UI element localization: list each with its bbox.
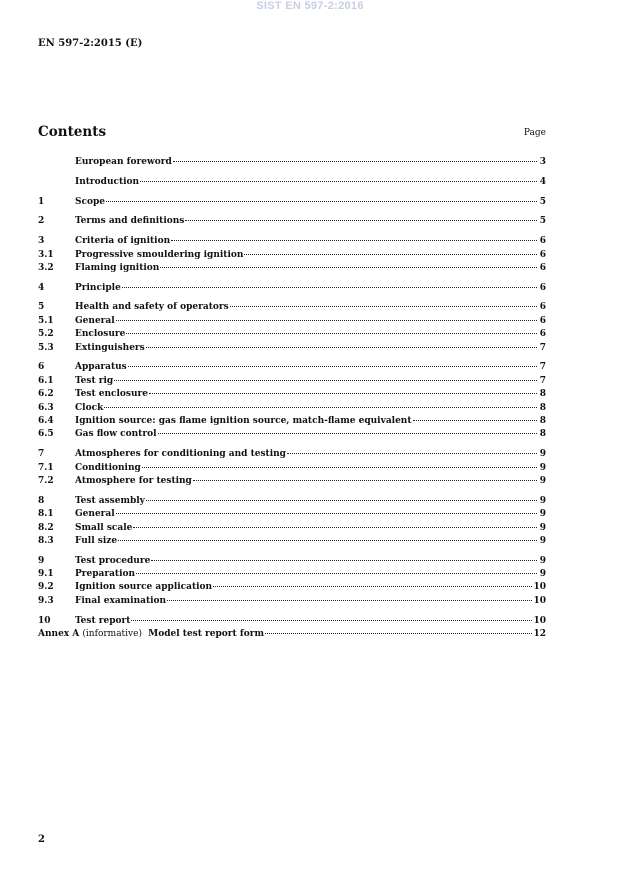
- toc-entry-title: Clock: [75, 402, 104, 413]
- toc-entry-number: 8.3: [38, 535, 54, 546]
- toc-entry-page: 7: [539, 342, 546, 353]
- toc-entry-number: 5: [38, 302, 45, 313]
- toc-entry-page: 9: [539, 569, 546, 580]
- toc-entry-page: 6: [539, 262, 546, 273]
- toc-entry-number: 6.1: [38, 375, 54, 386]
- toc-entry-page: 9: [539, 555, 546, 566]
- annex-title: Model test report form: [148, 629, 264, 640]
- toc-entry[interactable]: [38, 415, 546, 428]
- toc-entry-number: 5.2: [38, 329, 54, 340]
- toc-entry[interactable]: [38, 249, 546, 262]
- toc-entry-number: 3: [38, 236, 45, 247]
- toc-leader-dots: [140, 180, 537, 182]
- toc-leader-dots: [126, 332, 537, 334]
- toc-leader-dots: [146, 499, 537, 501]
- toc-entry-number: 9.1: [38, 569, 54, 580]
- toc-leader-dots: [122, 286, 537, 288]
- document-id: EN 597-2:2015 (E): [38, 38, 143, 49]
- toc-entry[interactable]: [38, 282, 546, 295]
- toc-entry-page: 8: [539, 415, 546, 426]
- toc-entry-number: 6.2: [38, 389, 54, 400]
- toc-leader-dots: [171, 239, 537, 241]
- toc-entry[interactable]: [38, 402, 546, 415]
- toc-leader-dots: [413, 419, 538, 421]
- toc-entry-number: 7: [38, 449, 45, 460]
- toc-entry-title: Atmosphere for testing: [75, 475, 192, 486]
- toc-entry-page: 7: [539, 362, 546, 373]
- page-column-label: Page: [523, 128, 546, 138]
- toc-entry[interactable]: [38, 375, 546, 388]
- toc-entry[interactable]: [38, 262, 546, 275]
- toc-entry-page: 9: [539, 522, 546, 533]
- toc-entry[interactable]: [38, 388, 546, 401]
- toc-entry-title: Full size: [75, 535, 118, 546]
- toc-leader-dots: [160, 266, 537, 268]
- toc-entry-number: 8.2: [38, 522, 54, 533]
- toc-entry-page: 12: [533, 629, 546, 640]
- toc-leader-dots: [136, 572, 537, 574]
- toc-entry-title: Enclosure: [75, 329, 126, 340]
- toc-entry-page: 6: [539, 315, 546, 326]
- toc-leader-dots: [230, 305, 537, 307]
- toc-entry[interactable]: [38, 315, 546, 328]
- toc-entry-page: 6: [539, 236, 546, 247]
- toc-entry[interactable]: [38, 156, 546, 169]
- toc-entry-page: 10: [533, 582, 546, 593]
- toc-entry-title: Test assembly: [75, 495, 145, 506]
- toc-entry-number: 6.3: [38, 402, 54, 413]
- toc-entry-title: Ignition source: gas flame ignition source, match-flame equivalent: [75, 415, 412, 426]
- toc-leader-dots: [265, 632, 532, 634]
- annex-label: Annex A: [38, 629, 80, 640]
- toc-entry[interactable]: [38, 176, 546, 189]
- toc-entry-title: Test procedure: [75, 555, 151, 566]
- toc-leader-dots: [158, 432, 538, 434]
- toc-entry-page: 9: [539, 449, 546, 460]
- toc-leader-dots: [167, 599, 532, 601]
- toc-entry-page: 9: [539, 495, 546, 506]
- toc-entry[interactable]: [38, 448, 546, 461]
- toc-entry-page: 7: [539, 375, 546, 386]
- toc-leader-dots: [118, 539, 537, 541]
- toc-entry-page: 9: [539, 475, 546, 486]
- toc-entry-number: 7.1: [38, 462, 54, 473]
- toc-entry-title: Atmospheres for conditioning and testing: [75, 449, 286, 460]
- toc-entry-page: 5: [539, 216, 546, 227]
- toc-leader-dots: [131, 619, 532, 621]
- toc-leader-dots: [116, 512, 537, 514]
- toc-entry-title: Scope: [75, 196, 106, 207]
- toc-leader-dots: [149, 392, 537, 394]
- toc-entry-title: Criteria of ignition: [75, 236, 171, 247]
- toc-entry-title: Extinguishers: [75, 342, 145, 353]
- toc-entry[interactable]: [38, 328, 546, 341]
- toc-entry-page: 9: [539, 462, 546, 473]
- toc-leader-dots: [213, 585, 532, 587]
- toc-leader-dots: [287, 452, 537, 454]
- toc-leader-dots: [185, 219, 537, 221]
- toc-entry-title: Preparation: [75, 569, 136, 580]
- toc-entry-number: 2: [38, 216, 45, 227]
- toc-entry[interactable]: [38, 568, 546, 581]
- toc-entry-number: 10: [38, 615, 51, 626]
- toc-entry-title: Final examination: [75, 595, 167, 606]
- toc-entry-number: 6.5: [38, 429, 54, 440]
- toc-entry-title: European foreword: [75, 157, 172, 167]
- toc-entry-page: 6: [539, 249, 546, 260]
- toc-leader-dots: [106, 200, 537, 202]
- toc-entry-title: Ignition source application: [75, 582, 213, 593]
- toc-leader-dots: [133, 526, 537, 528]
- toc-entry[interactable]: [38, 555, 546, 568]
- toc-entry[interactable]: [38, 522, 546, 535]
- toc-entry-number: 5.1: [38, 315, 54, 326]
- toc-entry-title: Conditioning: [75, 462, 141, 473]
- toc-entry-number: 7.2: [38, 475, 54, 486]
- toc-entry-page: 6: [539, 329, 546, 340]
- watermark: SIST EN 597-2:2016: [256, 0, 364, 12]
- toc-entry-title: General: [75, 509, 115, 520]
- toc-leader-dots: [114, 379, 537, 381]
- toc-entry-page: 8: [539, 429, 546, 440]
- toc-entry[interactable]: [38, 508, 546, 521]
- annex-note: (informative): [82, 629, 142, 640]
- contents-heading: Contents: [38, 124, 107, 140]
- toc-entry-number: 5.3: [38, 342, 54, 353]
- toc-entry-title: Principle: [75, 282, 121, 293]
- toc-entry[interactable]: [38, 235, 546, 248]
- toc-entry-title: Gas flow control: [75, 429, 157, 440]
- toc-entry-title: Health and safety of operators: [75, 302, 229, 313]
- toc-leader-dots: [128, 365, 537, 367]
- toc-entry[interactable]: [38, 495, 546, 508]
- toc-entry-page: 6: [539, 302, 546, 313]
- toc-leader-dots: [116, 319, 537, 321]
- toc-entry-number: 1: [38, 196, 45, 207]
- toc-entry[interactable]: [38, 475, 546, 488]
- toc-entry-page: 10: [533, 615, 546, 626]
- toc-entry[interactable]: [38, 535, 546, 548]
- toc-entry-number: 3.2: [38, 262, 54, 273]
- toc-entry[interactable]: [38, 595, 546, 608]
- toc-entry-number: 9.3: [38, 595, 54, 606]
- toc-entry-title: Test enclosure: [75, 389, 148, 400]
- toc-entry-number: 8: [38, 495, 45, 506]
- toc-entry-page: 5: [539, 196, 546, 207]
- toc-entry-title: Apparatus: [75, 362, 127, 373]
- toc-entry-page: 3: [539, 157, 546, 167]
- toc-entry[interactable]: [38, 361, 546, 374]
- toc-entry-title: Progressive smouldering ignition: [75, 249, 244, 260]
- toc-leader-dots: [173, 160, 537, 162]
- toc-entry[interactable]: [38, 196, 546, 209]
- toc-entry[interactable]: [38, 615, 546, 628]
- toc-entry[interactable]: [38, 342, 546, 355]
- toc-leader-dots: [142, 466, 537, 468]
- toc-entry-title: Test rig: [75, 375, 114, 386]
- toc-entry-number: 4: [38, 282, 45, 293]
- toc-entry-title: Introduction: [75, 176, 140, 187]
- toc-entry[interactable]: [38, 628, 546, 641]
- toc-leader-dots: [193, 479, 537, 481]
- toc-entry-title: Terms and definitions: [75, 216, 185, 227]
- footer-page-number: 2: [38, 834, 45, 845]
- toc-entry-number: 6: [38, 362, 45, 373]
- toc-leader-dots: [244, 253, 537, 255]
- toc-entry-number: 6.4: [38, 415, 54, 426]
- toc-entry-page: 8: [539, 402, 546, 413]
- toc-entry[interactable]: [38, 215, 546, 228]
- toc-entry-title: Small scale: [75, 522, 133, 533]
- toc-entry-number: 9: [38, 555, 45, 566]
- toc-leader-dots: [146, 346, 537, 348]
- toc-entry[interactable]: [38, 428, 546, 441]
- toc-leader-dots: [104, 406, 537, 408]
- toc-leader-dots: [151, 559, 537, 561]
- toc-entry-page: 6: [539, 282, 546, 293]
- toc-entry-page: 8: [539, 389, 546, 400]
- toc-entry-page: 9: [539, 535, 546, 546]
- toc-entry-title: [38, 628, 264, 641]
- toc-entry-number: 3.1: [38, 249, 54, 260]
- toc-entry-page: 9: [539, 509, 546, 520]
- toc-entry-page: 4: [539, 176, 546, 187]
- toc-entry-number: 8.1: [38, 509, 54, 520]
- toc-entry-number: 9.2: [38, 582, 54, 593]
- toc-entry-title: Flaming ignition: [75, 262, 160, 273]
- toc-entry[interactable]: [38, 462, 546, 475]
- toc-entry-title: Test report: [75, 615, 131, 626]
- toc-entry-page: 10: [533, 595, 546, 606]
- toc-entry[interactable]: [38, 581, 546, 594]
- table-of-contents: [38, 156, 546, 641]
- toc-entry-title: General: [75, 315, 115, 326]
- toc-entry[interactable]: [38, 301, 546, 314]
